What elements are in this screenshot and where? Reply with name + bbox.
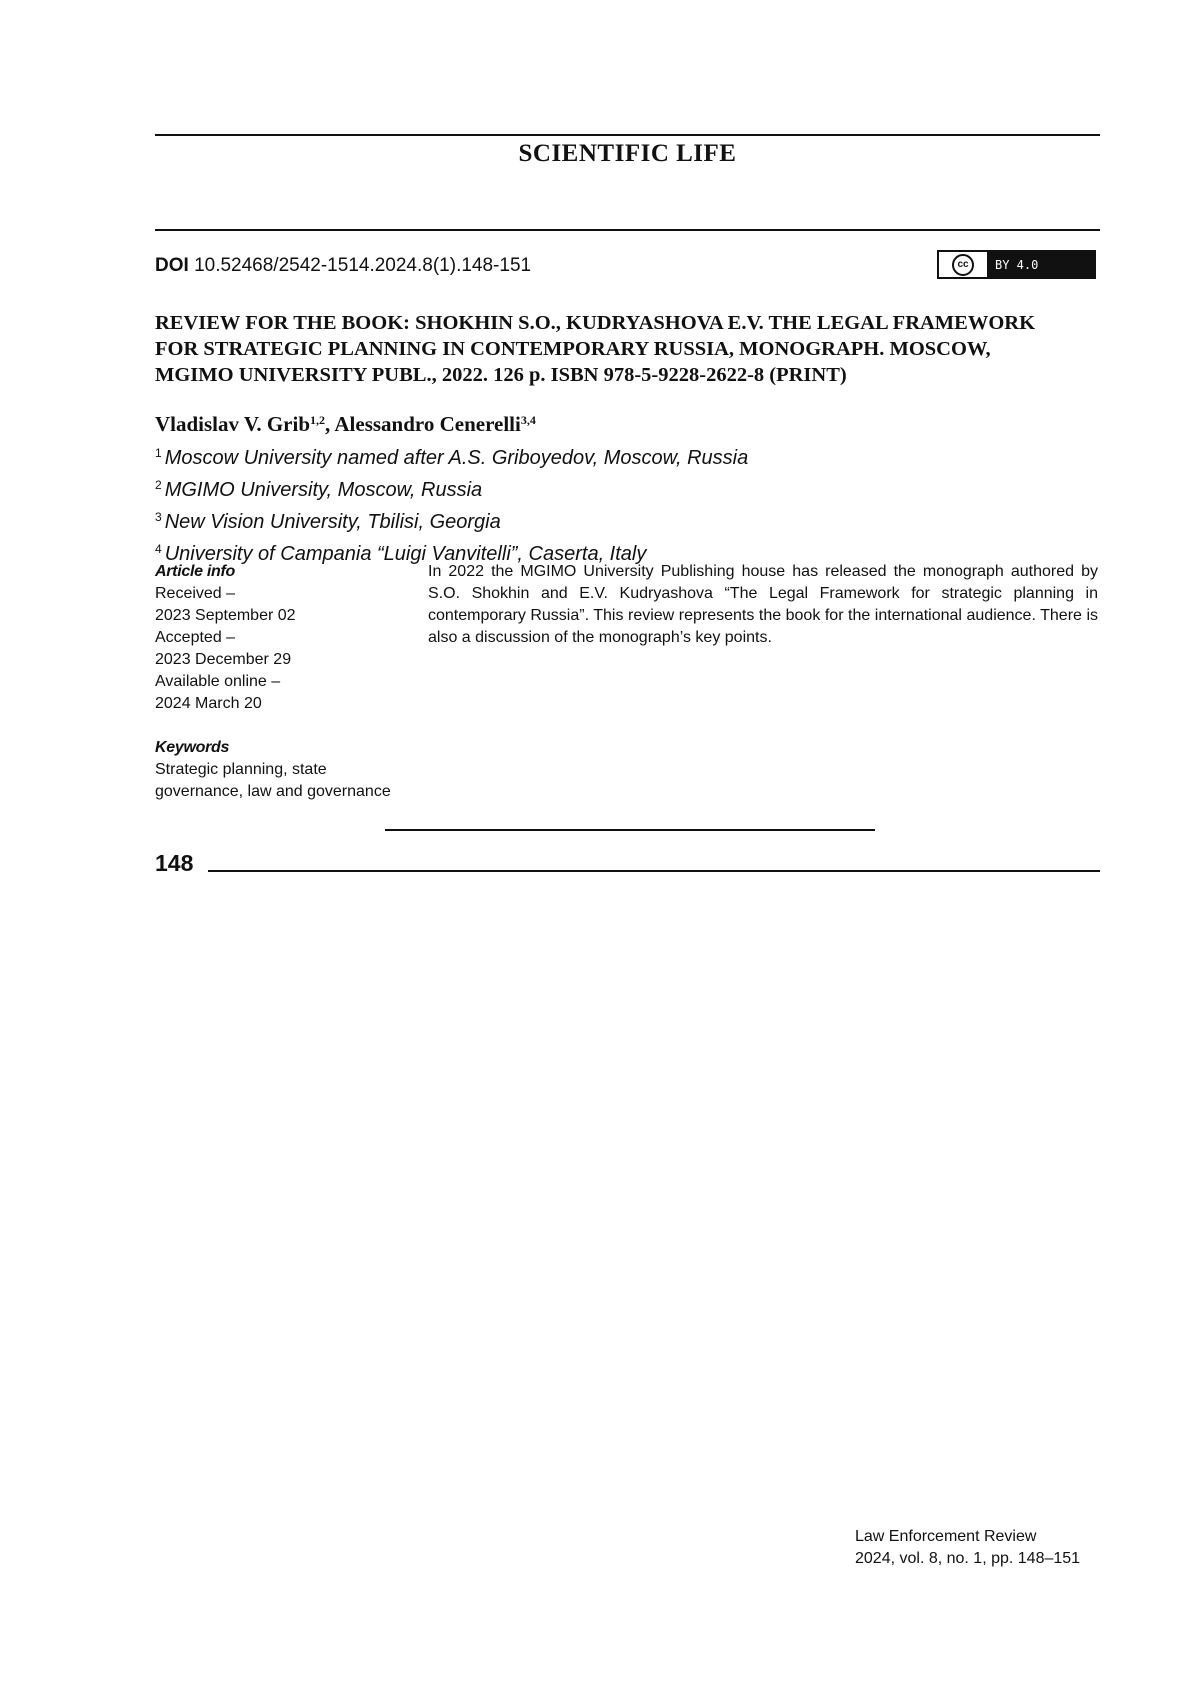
review-title-line: FOR STRATEGIC PLANNING IN CONTEMPORARY RUSSIA, MONOGRAPH. MOSCOW, [155,338,991,360]
cc-logo [939,252,987,277]
review-title [155,310,1055,388]
top-rule [155,134,1100,136]
affiliation-item [155,504,748,536]
affiliation-number: 2 [155,478,162,492]
cc-icon: cc [952,254,974,276]
affiliation-text: New Vision University, Tbilisi, Georgia [164,511,501,533]
article-info-label: Article info [155,563,235,580]
page-number-rule [208,870,1100,872]
authors-line [155,412,536,437]
keywords-label: Keywords [155,739,230,756]
author-name: Vladislav V. Grib [155,412,311,436]
review-title-line: REVIEW FOR THE BOOK: SHOKHIN S.O., KUDRYASHOVA E.V. THE LEGAL FRAMEWORK [155,312,1036,334]
footer-issue: 2024, vol. 8, no. 1, pp. 148–151 [855,1550,1081,1567]
keywords-block [155,737,415,803]
doi-label: DOI [155,255,189,276]
author-separator: , [325,412,335,436]
cc-license-badge[interactable] [937,250,1096,279]
footer-journal-name: Law Enforcement Review [855,1528,1037,1545]
author-affiliation-ref: 3,4 [520,413,536,427]
page-number: 148 [155,850,194,876]
affiliation-text: MGIMO University, Moscow, Russia [164,479,483,501]
affiliation-number: 4 [155,542,162,556]
article-info-line: 2023 December 29 [155,651,292,668]
article-info-line: 2023 September 02 [155,607,296,624]
author-affiliation-ref: 1,2 [310,413,326,427]
section-title: SCIENTIFIC LIFE [518,140,737,167]
author-name: Alessandro Cenerelli [334,412,521,436]
affiliation-item [155,440,748,472]
abstract-text: In 2022 the MGIMO University Publishing house has released the monograph authored by S.O. Shokhin and E.V. Kudryashova “The Legal Framework for strategic planning in contemporary Russia”. This review represents the book for the international audience. There is also a discussion of the monograph’s key points. [428,563,1098,646]
abstract-divider [385,829,875,831]
doi-line [155,255,531,277]
affiliation-text: University of Campania “Luigi Vanvitelli”, Caserta, Italy [164,543,647,565]
keywords-line: Strategic planning, state [155,761,327,778]
article-info [155,561,405,715]
affiliation-text: Moscow University named after A.S. Griboyedov, Moscow, Russia [164,447,749,469]
article-info-line: Received – [155,585,236,602]
affiliation-number: 1 [155,446,162,460]
affiliation-item [155,472,748,504]
article-info-line: Available online – [155,673,281,690]
affiliation-number: 3 [155,510,162,524]
keywords-line: governance, law and governance [155,783,391,800]
cc-license-label: BY 4.0 [987,252,1094,277]
review-title-line: MGIMO UNIVERSITY PUBL., 2022. 126 p. ISBN 978-5-9228-2622-8 (PRINT) [155,364,847,386]
header-bottom-rule [155,229,1100,231]
article-info-line: 2024 March 20 [155,695,262,712]
doi-value[interactable]: 10.52468/2542-1514.2024.8(1).148-151 [194,255,532,276]
article-info-line: Accepted – [155,629,236,646]
footer-journal-info [855,1526,1080,1570]
affiliations-list [155,440,748,568]
